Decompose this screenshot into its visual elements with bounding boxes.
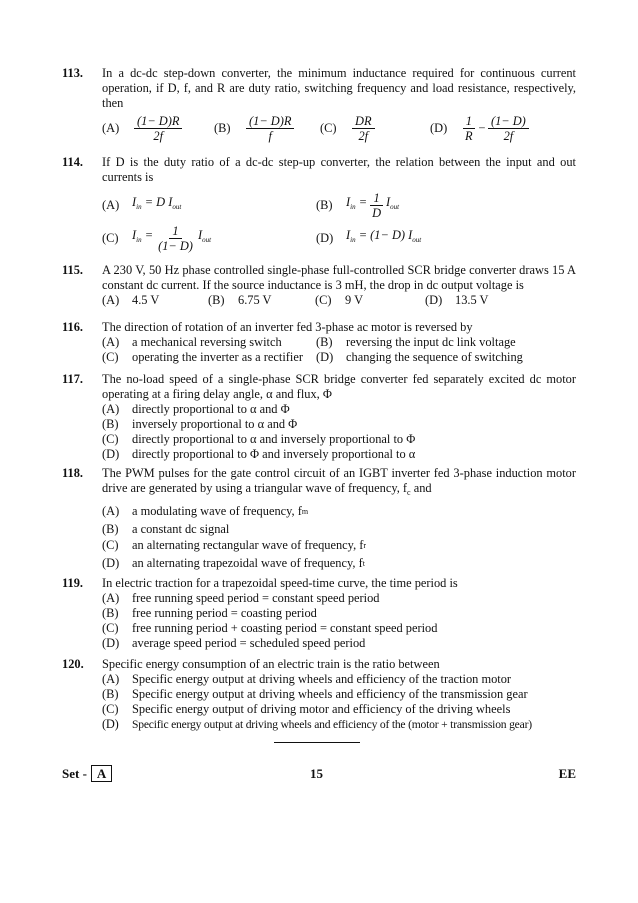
question-text: In a dc-dc step-down converter, the minimum inductance required for continuous current operation, if D, f, and R are duty ratio, switching frequency and load resistance, respectively, then [102, 66, 576, 110]
option-c[interactable]: (C) $I_{in}$ = $\frac{1}{(1- D)}$ $I_{out}$ [102, 223, 212, 253]
fraction: $\frac{1}{(1- D)}$ [158, 223, 193, 253]
question-text: The no-load speed of a single-phase SCR bridge converter fed separately excited dc motor operating at a firing delay angle, α and flux, Φ [102, 372, 576, 401]
options [102, 402, 576, 462]
question-118 [62, 466, 576, 574]
question-number: 119. [62, 576, 83, 590]
option-d[interactable]: (D) directly proportional to Φ and inversely proportional to α [102, 447, 416, 461]
option-a[interactable]: (A) $\frac{(1- D)R}{2f}$ [102, 114, 214, 143]
question-number: 118. [62, 466, 83, 480]
fraction: $\frac{1}{D}$ [372, 190, 382, 220]
set-code-box: A [91, 765, 112, 782]
question-120 [62, 657, 576, 732]
option-b[interactable]: (B) $\frac{(1- D)R}{f}$ [214, 114, 320, 143]
question-119 [62, 576, 576, 651]
option-b[interactable]: (B) reversing the input dc link voltage [316, 335, 516, 349]
question-number: 115. [62, 263, 83, 277]
question-number: 113. [62, 66, 83, 80]
option-a[interactable]: (A) Specific energy output at driving wheels and efficiency of the traction motor [102, 672, 512, 686]
fraction: $\frac{(1- D)R}{f}$ [246, 114, 294, 143]
fraction: $\frac{DR}{2f}$ [352, 114, 375, 143]
option-d[interactable]: (D) $\frac{1}{R}$ − $\frac{(1- D)}{2f}$ [430, 114, 531, 143]
options [102, 335, 576, 365]
option-d[interactable]: (D) changing the sequence of switching [316, 350, 523, 364]
question-text: In electric traction for a trapezoidal speed-time curve, the time period is [102, 576, 458, 590]
option-b[interactable]: (B) free running period = coasting period [102, 606, 317, 620]
fraction: $\frac{(1- D)}{2f}$ [488, 114, 529, 143]
options [102, 189, 576, 255]
subject-code: EE [558, 766, 576, 781]
option-c[interactable]: (C) free running period + coasting period = constant speed period [102, 621, 438, 635]
options [102, 504, 576, 574]
option-a[interactable]: (A) a modulating wave of frequency, f m [102, 504, 309, 518]
option-c[interactable]: (C) an alternating rectangular wave of frequency, f r [102, 538, 367, 552]
option-d[interactable]: (D) an alternating trapezoidal wave of frequency, f t [102, 556, 365, 570]
option-c[interactable]: (C) directly proportional to α and inversely proportional to Φ [102, 432, 416, 446]
question-115 [62, 263, 576, 308]
option-b[interactable]: (B) $I_{in}$ = $\frac{1}{D}$ $I_{out}$ [316, 190, 400, 220]
option-c[interactable]: (C) $\frac{DR}{2f}$ [320, 114, 430, 143]
options [102, 293, 576, 308]
option-c[interactable]: (C) 9 V [315, 293, 364, 307]
option-a[interactable]: (A) 4.5 V [102, 293, 160, 307]
option-d[interactable]: (D) Specific energy output at driving wheels and efficiency of the (motor + transmission gear) [102, 717, 532, 731]
options [102, 591, 576, 651]
fraction: $\frac{(1- D)R}{2f}$ [134, 114, 182, 143]
question-number: 114. [62, 155, 83, 169]
fraction: $\frac{1}{R}$ [462, 114, 476, 143]
question-113 [62, 66, 576, 143]
question-117 [62, 372, 576, 462]
option-d[interactable]: (D) $I_{in} = (1- D)$ $I_{out}$ [316, 228, 422, 245]
options [102, 672, 576, 732]
option-b[interactable]: (B) Specific energy output at driving wheels and efficiency of the transmission gear [102, 687, 528, 701]
page-number: 15 [310, 766, 323, 781]
option-b[interactable]: (B) 6.75 V [208, 293, 272, 307]
option-a[interactable]: (A) free running speed period = constant speed period [102, 591, 380, 605]
question-116 [62, 320, 576, 365]
option-a[interactable]: (A) a mechanical reversing switch [102, 335, 282, 349]
option-d[interactable]: (D) average speed period = scheduled speed period [102, 636, 366, 650]
option-b[interactable]: (B) a constant dc signal [102, 522, 230, 536]
option-a[interactable]: (A) directly proportional to α and Φ [102, 402, 290, 416]
question-text: If D is the duty ratio of a dc-dc step-up converter, the relation between the input and out currents is [102, 155, 576, 184]
option-a[interactable]: (A) $I_{in} = D$ $I_{out}$ [102, 195, 182, 212]
option-b[interactable]: (B) inversely proportional to α and Φ [102, 417, 298, 431]
options [102, 114, 576, 143]
question-text: The PWM pulses for the gate control circuit of an IGBT inverter fed 3-phase induction motor drive are generated by using a triangular wave of frequency, $f_c$ and [102, 466, 576, 497]
option-c[interactable]: (C) Specific energy output of driving motor and efficiency of the driving wheels [102, 702, 511, 716]
question-number: 120. [62, 657, 84, 671]
question-114 [62, 155, 576, 255]
set-indicator: Set - A [62, 765, 112, 782]
question-text: Specific energy consumption of an electric train is the ratio between [102, 657, 440, 671]
end-divider [274, 742, 360, 743]
question-text: The direction of rotation of an inverter fed 3-phase ac motor is reversed by [102, 320, 473, 334]
option-d[interactable]: (D) 13.5 V [425, 293, 489, 307]
question-number: 116. [62, 320, 83, 334]
question-number: 117. [62, 372, 83, 386]
question-text: A 230 V, 50 Hz phase controlled single-phase full-controlled SCR bridge converter draws 15 A constant dc current. If the source inductance is 3 mH, the drop in dc output voltage is [102, 263, 576, 292]
option-c[interactable]: (C) operating the inverter as a rectifier [102, 350, 303, 364]
